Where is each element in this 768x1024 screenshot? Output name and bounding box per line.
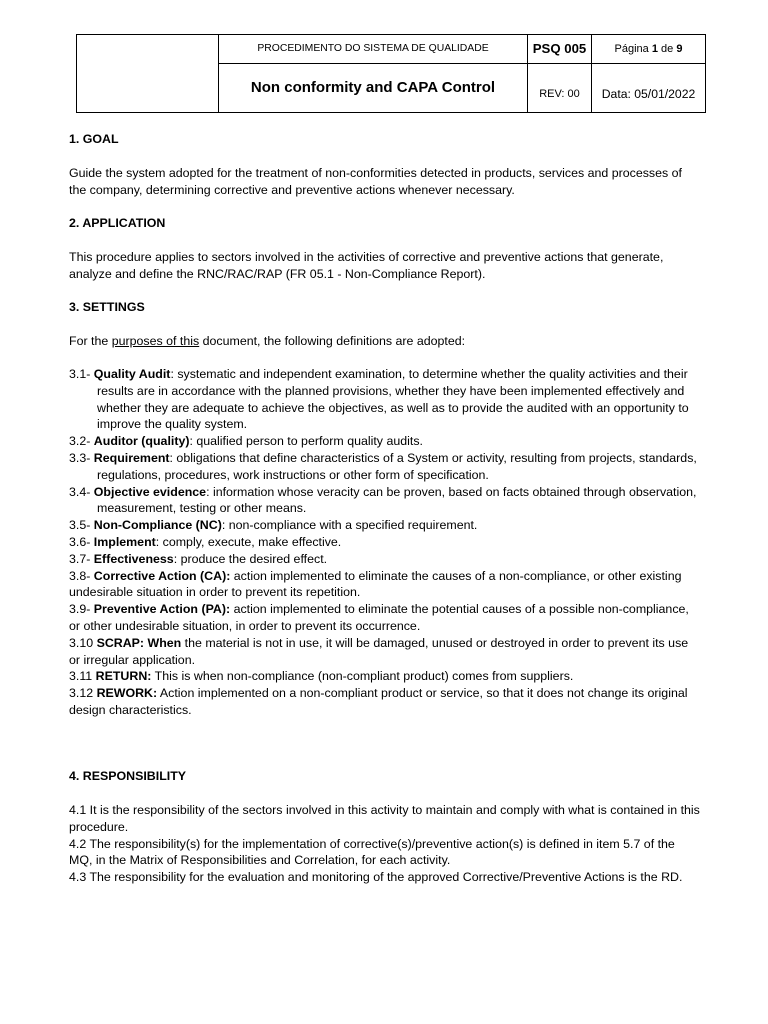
definition-item: 3.2- Auditor (quality): qualified person to perform quality audits. bbox=[69, 434, 423, 449]
document-date: Data: 05/01/2022 bbox=[592, 64, 706, 113]
definitions-list bbox=[69, 366, 701, 719]
application-heading: 2. APPLICATION bbox=[69, 216, 166, 230]
definition-item: 3.3- Requirement: obligations that define characteristics of a System or activity, resulting from projects, standards, regulations, procedures, work instructions or other form of specification. bbox=[69, 450, 697, 482]
system-label: PROCEDIMENTO DO SISTEMA DE QUALIDADE bbox=[219, 35, 528, 64]
definition-item: 3.9- Preventive Action (PA): action implemented to eliminate the potential causes of a possible non-compliance, or other undesirable situation, in order to prevent its occurrence. bbox=[69, 602, 689, 633]
definition-item: 3.8- Corrective Action (CA): action implemented to eliminate the causes of a non-compliance, or other existing undesirable situation in order to prevent its repetition. bbox=[69, 568, 682, 600]
responsibility-item: 4.1 It is the responsibility of the sectors involved in this activity to maintain and comply with what is contained in this procedure. bbox=[69, 803, 700, 834]
settings-intro: For the purposes of this document, the following definitions are adopted: bbox=[69, 334, 466, 348]
settings-heading: 3. SETTINGS bbox=[69, 300, 145, 314]
definition-item: 3.7- Effectiveness: produce the desired effect. bbox=[69, 551, 328, 566]
definition-item: 3.1- Quality Audit: systematic and independent examination, to determine whether the quality activities and their results are in accordance with the planned provisions, whether they have been implemented effectively and whether they are adequate to achieve the objectives, as well as to provide the audited with an opportunity to improve the quality system. bbox=[69, 367, 689, 432]
goal-heading: 1. GOAL bbox=[69, 132, 119, 146]
definition-item: 3.5- Non-Compliance (NC): non-compliance with a specified requirement. bbox=[69, 518, 478, 533]
revision: REV: 00 bbox=[528, 64, 592, 113]
application-text: This procedure applies to sectors involved in the activities of corrective and preventive actions that generate, analyze and define the RNC/RAC/RAP (FR 05.1 - Non-Compliance Report). bbox=[69, 250, 664, 281]
purposes-link: purposes of this bbox=[111, 334, 200, 348]
page-number: Página 1 de 9 bbox=[592, 35, 706, 64]
definition-item: 3.6- Implement: comply, execute, make effective. bbox=[69, 534, 342, 549]
responsibility-list bbox=[69, 802, 701, 886]
definition-item: 3.4- Objective evidence: information whose veracity can be proven, based on facts obtained through observation, measurement, testing or other means. bbox=[69, 484, 697, 516]
responsibility-heading: 4. RESPONSIBILITY bbox=[69, 769, 187, 783]
responsibility-item: 4.3 The responsibility for the evaluation and monitoring of the approved Corrective/Preventive Actions is the RD. bbox=[69, 870, 683, 885]
goal-text: Guide the system adopted for the treatment of non-conformities detected in products, services and processes of the company, determining corrective and preventive actions whenever necessary. bbox=[69, 166, 682, 197]
logo-cell bbox=[77, 35, 219, 113]
definition-item: 3.12 REWORK: Action implemented on a non-compliant product or service, so that it does not change its original design characteristics. bbox=[69, 686, 688, 717]
document-title: Non conformity and CAPA Control bbox=[219, 64, 528, 113]
responsibility-item: 4.2 The responsibility(s) for the implementation of corrective(s)/preventive action(s) is defined in item 5.7 of the MQ, in the Matrix of Responsibilities and Correlation, for each activity. bbox=[69, 836, 675, 868]
definition-item: 3.11 RETURN: This is when non-compliance (non-compliant product) comes from suppliers. bbox=[69, 669, 574, 684]
document-header-table bbox=[76, 34, 706, 113]
definition-item: 3.10 SCRAP: When the material is not in use, it will be damaged, unused or destroyed in order to prevent its use or irregular application. bbox=[69, 635, 689, 667]
document-code: PSQ 005 bbox=[528, 35, 592, 64]
